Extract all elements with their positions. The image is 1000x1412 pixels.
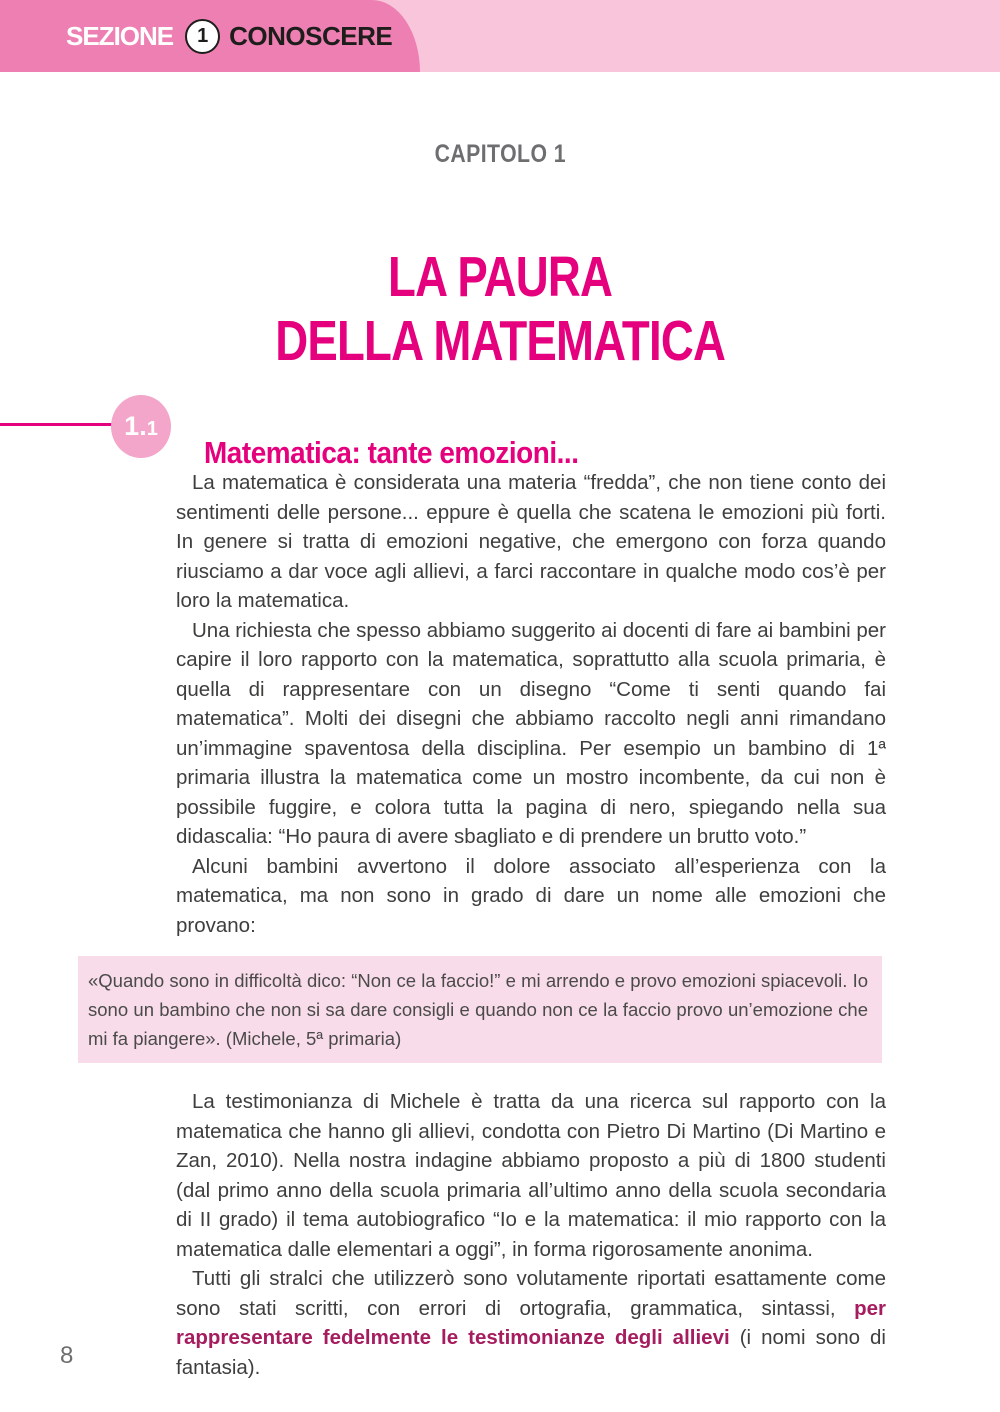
section-number-badge <box>185 19 220 54</box>
section-banner-label: SEZIONE <box>66 20 174 51</box>
paragraph-5 <box>176 1264 886 1382</box>
chapter-title <box>0 245 1000 373</box>
section-number: 1 <box>197 24 209 47</box>
paragraph-5-pre: Tutti gli stralci che utilizzerò sono volutamente riportati esattamente come sono stati scritti, con errori di ortografia, grammatica, sintassi, <box>176 1267 886 1320</box>
paragraph-4: La testimonianza di Michele è tratta da una ricerca sul rapporto con la matematica che hanno gli allievi, condotta con Pietro Di Martino (Di Martino e Zan, 2010). Nella nostra indagine abbiamo proposto a più di 1800 studenti (dal primo anno della scuola primaria all’ultimo anno della scuola secondaria di II grado) il tema autobiografico “Io e la matematica: il mio rapporto con la matematica dalle elementari a oggi”, in forma rigorosamente anonima. <box>176 1090 886 1261</box>
paragraph-5-post: (i nomi sono di fantasia). <box>176 1326 886 1379</box>
section-heading-number-sub: 1 <box>146 417 158 440</box>
paragraph-2: Una richiesta che spesso abbiamo suggerito ai docenti di fare ai bambini per capire il loro rapporto con la matematica, soprattutto alla scuola primaria, è quella di rappresentare con un disegno “Come ti senti quando fai matematica”. Molti dei disegni che abbiamo raccolto negli anni rimandano un’immagine spaventosa della disciplina. Per esempio un bambino di 1ª primaria illustra la matematica come un mostro incombente, da cui non è possibile fuggire, e colora tutta la pagina di nero, spiegando nella sua didascalia: “Ho paura di avere sbagliato e di prendere un brutto voto.” <box>176 618 886 848</box>
chapter-title-line2: DELLA MATEMATICA <box>275 309 725 374</box>
paragraph-3: Alcuni bambini avvertono il dolore associato all’esperienza con la matematica, ma non sono in grado di dare un nome alle emozioni che provano: <box>176 854 886 937</box>
chapter-title-line1: LA PAURA <box>387 245 613 310</box>
chapter-kicker-text: CAPITOLO 1 <box>434 140 566 168</box>
section-heading-rule <box>0 423 114 426</box>
student-quote-box: «Quando sono in difficoltà dico: “Non ce la faccio!” e mi arrendo e provo emozioni spiacevoli. Io sono un bambino che non si sa dare consigli e quando non ce la faccio provo un’emozione che mi fa piangere». (Michele, 5ª primaria) <box>78 956 882 1063</box>
page-number: 8 <box>60 1342 74 1369</box>
body-text <box>88 468 886 1382</box>
section-banner <box>0 0 420 72</box>
section-heading-number-main: 1. <box>124 411 147 441</box>
paragraph-1: La matematica è considerata una materia “fredda”, che non tiene conto dei sentimenti delle persone... eppure è quella che scatena le emozioni più forti. In genere si tratta di emozioni negative, che emergono con forza quando riusciamo a dar voce agli allievi, a farci raccontare in qualche modo cos’è per loro la matematica. <box>176 471 886 612</box>
paragraph-5-emphasis: per rappresentare fedelmente le testimonianze degli allievi <box>176 1296 886 1349</box>
chapter-kicker <box>0 140 1000 169</box>
section-banner-name: CONOSCERE <box>229 20 393 51</box>
section-heading-title: Matematica: tante emozioni... <box>204 434 579 470</box>
section-heading-badge <box>111 395 171 458</box>
